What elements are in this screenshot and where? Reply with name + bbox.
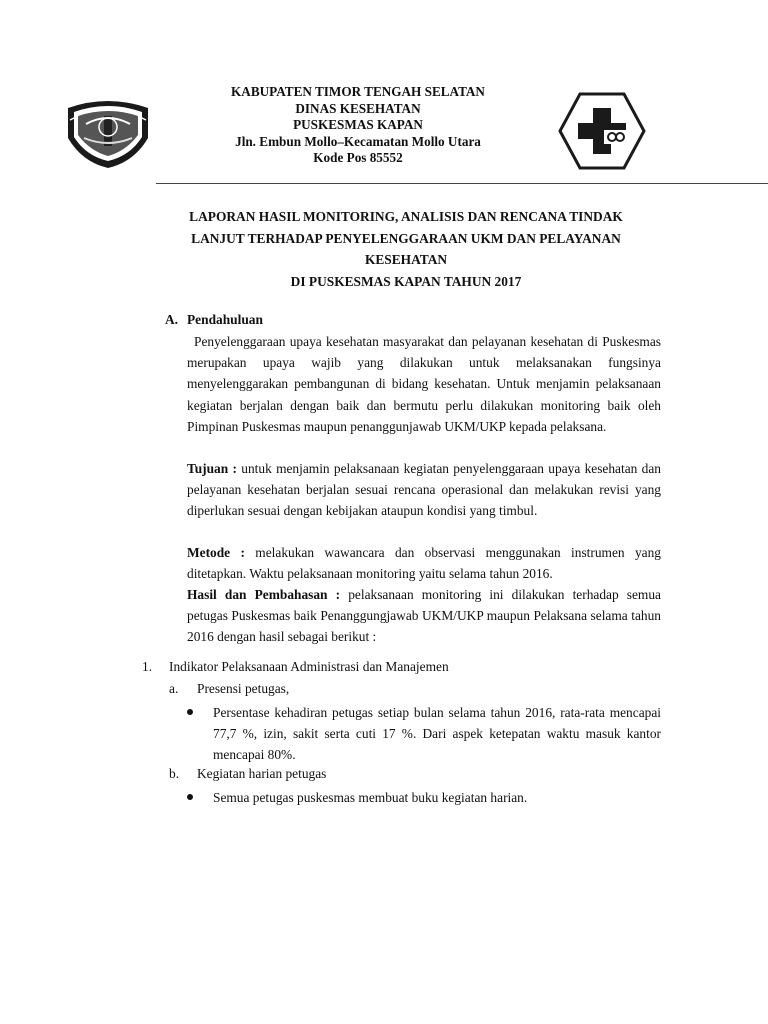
- tujuan-text: untuk menjamin pelaksanaan kegiatan penyelenggaraan upaya kesehatan dan pelayanan kesehatan berjalan sesuai rencana operasional dan melakukan revisi yang diperlukan sesuai dengan kebijakan ataupun kondisi yang timbul.: [187, 461, 661, 519]
- list-text: Indikator Pelaksanaan Administrasi dan Manajemen: [169, 659, 449, 674]
- hasil-paragraph: [187, 584, 661, 648]
- metode-paragraph: [187, 542, 661, 584]
- section-title: Pendahuluan: [187, 312, 263, 327]
- letterhead-puskesmas: PUSKESMAS KAPAN: [293, 117, 423, 133]
- sub-list-item-a: [169, 681, 289, 697]
- document-title: LAPORAN HASIL MONITORING, ANALISIS DAN RENCANA TINDAK LANJUT TERHADAP PENYELENGGARAAN UKM DAN PELAYANAN KESEHATAN DI PUSKESMAS KAPAN TAHUN 2017: [189, 209, 623, 289]
- list-number: 1.: [142, 659, 153, 674]
- bullet-text-kegiatan: Semua petugas puskesmas membuat buku kegiatan harian.: [213, 790, 528, 805]
- letterhead: [190, 84, 526, 167]
- tujuan-paragraph: [187, 458, 661, 522]
- section-letter: A.: [165, 312, 179, 327]
- regency-emblem-icon: [64, 94, 152, 170]
- intro-paragraph: Penyelenggaraan upaya kesehatan masyarakat dan pelayanan kesehatan di Puskesmas merupakan upaya wajib yang dilakukan untuk melaksanakan fungsinya menyelenggarakan pembangunan di bidang kesehatan. Untuk menjamin pelaksanaan kegiatan berjalan dengan baik dan bermutu perlu dilakukan monitoring baik oleh Pimpinan Puskesmas maupun penanggunjawab UKM/UKP kepada pelaksana.: [187, 334, 661, 434]
- sub-letter: b.: [169, 766, 180, 781]
- metode-text: melakukan wawancara dan observasi menggunakan instrumen yang ditetapkan. Waktu pelaksanaan monitoring yaitu selama tahun 2016.: [187, 545, 661, 582]
- letterhead-regency: KABUPATEN TIMOR TENGAH SELATAN: [231, 84, 485, 99]
- sub-text: Presensi petugas,: [197, 681, 290, 696]
- bullet-icon: [187, 709, 193, 715]
- letterhead-postcode: Kode Pos 85552: [313, 150, 403, 166]
- sub-list-item-b: [169, 766, 326, 782]
- metode-label: Metode :: [187, 545, 245, 560]
- bullet-text-presensi: Persentase kehadiran petugas setiap bulan selama tahun 2016, rata-rata mencapai 77,7 %, izin, sakit serta cuti 17 %. Dari aspek ketepatan waktu masuk kantor mencapai 80%.: [213, 705, 661, 763]
- sub-text: Kegiatan harian petugas: [197, 766, 327, 781]
- bullet-icon: [187, 794, 193, 800]
- hasil-text: pelaksanaan monitoring ini dilakukan terhadap semua petugas Puskesmas baik Penanggungjawab UKM/UKP maupun Pelaksana selama tahun 2016 dengan hasil sebagai berikut :: [187, 587, 661, 645]
- section-heading: [165, 312, 263, 328]
- tujuan-label: Tujuan :: [187, 461, 237, 476]
- header-divider: [156, 183, 768, 184]
- list-item: [142, 659, 449, 675]
- hasil-label: Hasil dan Pembahasan :: [187, 587, 341, 602]
- letterhead-agency: DINAS KESEHATAN: [295, 100, 421, 116]
- health-cross-hexagon-icon: [558, 92, 646, 170]
- sub-letter: a.: [169, 681, 179, 696]
- letterhead-address: Jln. Embun Mollo–Kecamatan Mollo Utara: [235, 133, 481, 149]
